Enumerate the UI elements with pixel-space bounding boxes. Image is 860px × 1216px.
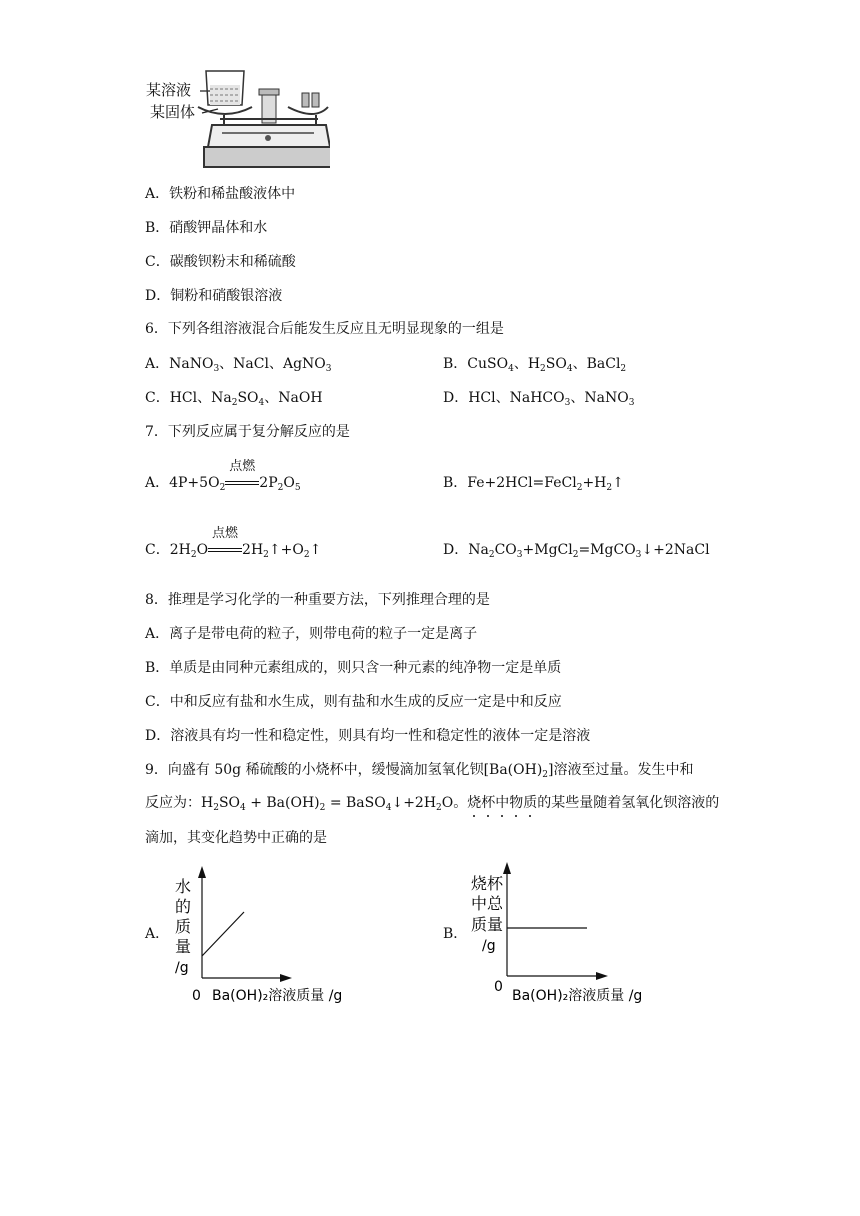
- graph-b: [466, 852, 656, 1012]
- q9-line1: 9．向盛有 50g 稀硫酸的小烧杯中，缓慢滴加氢氧化钡$[Ba(OH)_2]$溶液至过量。发生中和: [145, 762, 694, 780]
- graph-a-option: A．: [145, 926, 170, 942]
- q8-option-a: A．离子是带电荷的粒子，则带电荷的粒子一定是离子: [145, 626, 478, 642]
- q7-stem: 7．下列反应属于复分解反应的是: [145, 424, 350, 440]
- graph-b-ylabel-1: 烧杯: [471, 874, 504, 893]
- graph-b-option: B．: [443, 926, 468, 942]
- graph-b-ylabel-4: /g: [482, 938, 496, 954]
- q9-line3: 滴加，其变化趋势中正确的是: [145, 830, 327, 846]
- graph-a-xlabel: Ba(OH)₂溶液质量 /g: [212, 988, 343, 1004]
- condition-label: 点燃: [229, 459, 256, 474]
- q5-option-d: D．铜粉和硝酸银溶液: [145, 288, 283, 304]
- q8-option-c: C．中和反应有盐和水生成，则有盐和水生成的反应一定是中和反应: [145, 694, 562, 710]
- solution-label: 某溶液: [146, 81, 192, 99]
- solid-label: 某固体: [150, 103, 196, 121]
- graph-a-ylabel-3: 质: [175, 917, 192, 936]
- graph-a-origin: 0: [192, 988, 201, 1004]
- q5-option-c: C．碳酸钡粉末和稀硫酸: [145, 254, 296, 270]
- q8-option-b: B．单质是由同种元素组成的，则只含一种元素的纯净物一定是单质: [145, 660, 562, 676]
- graph-a-ylabel-4: 量: [175, 937, 192, 956]
- graph-a: [168, 856, 368, 1012]
- q6-option-b: B．CuSO$_4$、$H_2SO_4$、BaCl$_2$: [443, 356, 627, 374]
- q6-option-a: A．NaNO$_3$、NaCl、AgNO$_3$: [145, 356, 332, 374]
- q6-option-d: D．HCl、NaHCO$_3$、NaNO$_3$: [443, 390, 635, 408]
- q9-line2: 反应为：$H_2SO_4 + Ba(OH)_2$ = $BaSO_4↓+2H_2O$。烧杯中物质的某些量随着氢氧化钡溶液的: [145, 795, 720, 813]
- q7-option-a: A．$4P+5O_2$ 点燃 $2P_2O_5$: [145, 459, 301, 493]
- q5-option-a: A．铁粉和稀盐酸液体中: [145, 186, 296, 202]
- q7-option-b: B．$Fe+2HCl=FeCl_2+H_2↑$: [443, 475, 624, 493]
- q6-stem: 6．下列各组溶液混合后能发生反应且无明显现象的一组是: [145, 321, 504, 337]
- q7-option-d: D．$Na_2CO_3+MgCl_2=MgCO_3↓+2NaCl$: [443, 542, 710, 560]
- graph-b-ylabel-3: 质量: [471, 915, 504, 934]
- graph-b-xlabel: Ba(OH)₂溶液质量 /g: [512, 988, 643, 1004]
- graph-b-ylabel-2: 中总: [471, 894, 504, 913]
- q8-option-d: D．溶液具有均一性和稳定性，则具有均一性和稳定性的液体一定是溶液: [145, 728, 591, 744]
- q7-option-c: C．$2H_2O$ 点燃 $2H_2↑+O_2↑$: [145, 526, 322, 560]
- graph-a-ylabel-5: /g: [175, 960, 189, 976]
- condition-label: 点燃: [212, 526, 239, 541]
- graph-a-ylabel-1: 水: [175, 877, 192, 896]
- graph-a-ylabel-2: 的: [175, 897, 192, 916]
- q6-option-c: C．HCl、$Na_2SO_4$、NaOH: [145, 390, 323, 408]
- graph-b-origin: 0: [494, 979, 503, 995]
- balance-figure: [140, 65, 330, 175]
- q5-option-b: B．硝酸钾晶体和水: [145, 220, 268, 236]
- graph-a-trend-line: [202, 912, 244, 956]
- q8-stem: 8．推理是学习化学的一种重要方法，下列推理合理的是: [145, 592, 490, 608]
